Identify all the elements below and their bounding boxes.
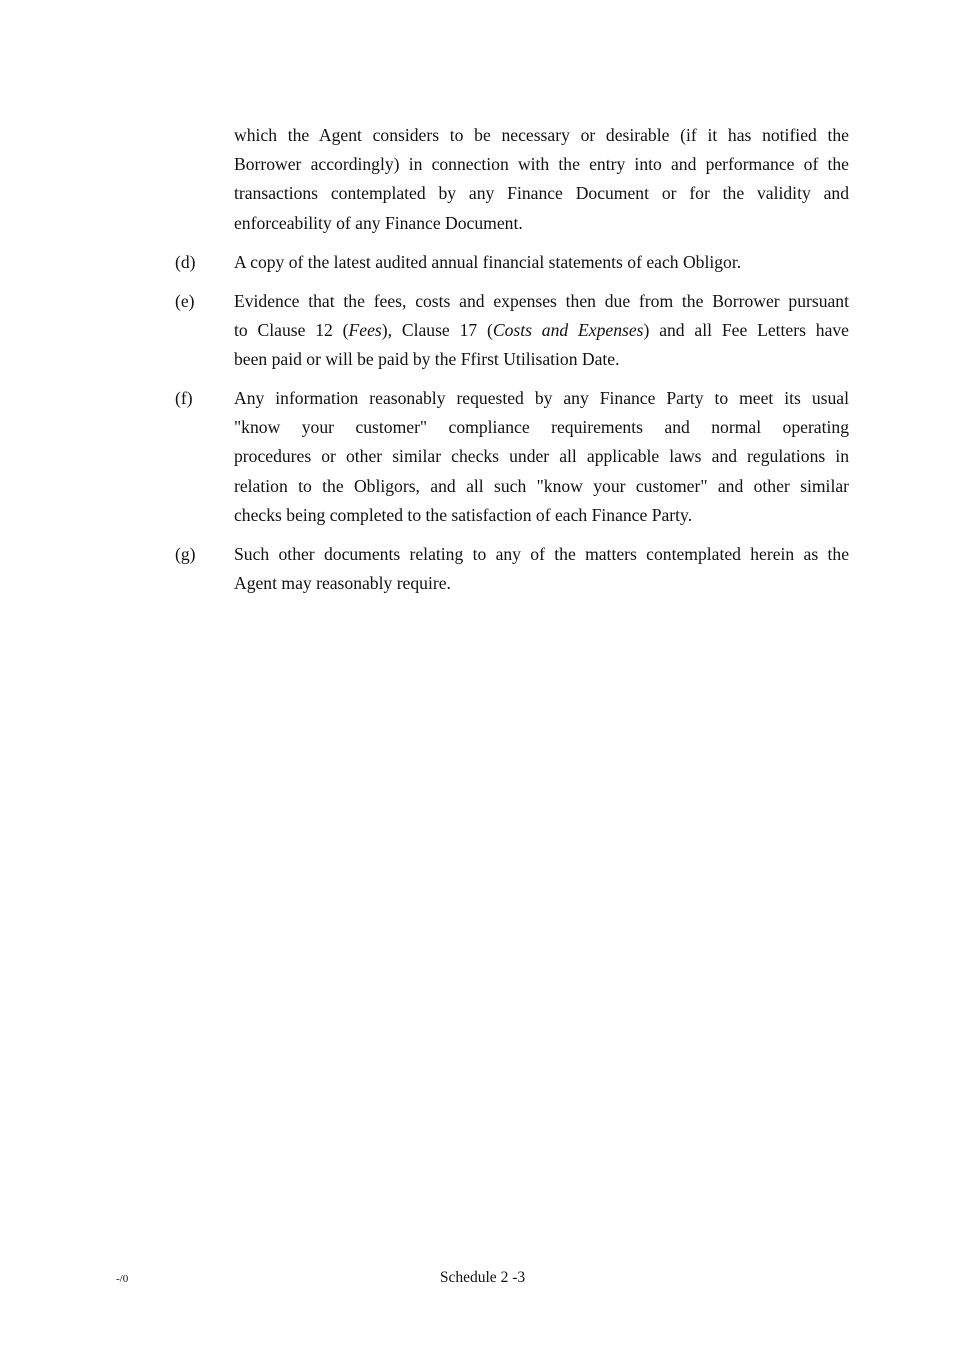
item-line: Evidence that the fees, costs and expenses then due from the Borrower pursuant [234,291,849,311]
continuation-line: Borrower accordingly) in connection with the entry into and performance of the [234,154,849,175]
page-footer-schedule: Schedule 2 -3 [439,1269,526,1286]
item-label-e: (e) [175,291,195,311]
item-line-part: ), Clause 17 ( [381,320,493,341]
item-line: been paid or will be paid by the Ffirst Utilisation Date. [234,349,620,370]
item-text-e [234,287,849,375]
item-label-g: (g) [175,544,196,564]
item-line: A copy of the latest audited annual financial statements of each Obligor. [234,252,742,272]
item-text-f [234,384,849,530]
item-line-part: ) and all Fee Letters have [643,320,849,341]
item-line: procedures or other similar checks under all applicable laws and regulations in [234,446,849,467]
item-line-part: to Clause 12 ( [234,320,349,341]
item-line: relation to the Obligors, and all such "know your customer" and other similar [234,475,849,496]
item-label-d: (d) [175,252,196,272]
item-line [234,316,849,345]
item-line: Agent may reasonably require. [234,573,451,594]
item-line: Any information reasonably requested by any Finance Party to meet its usual [234,388,849,408]
fees-reference: Fees [348,320,382,341]
item-line: checks being completed to the satisfaction of each Finance Party. [234,504,693,525]
costs-and-expenses-reference: Costs and Expenses [492,320,644,341]
item-text-d [234,248,849,277]
item-label-f: (f) [175,388,193,408]
item-text-g [234,540,849,598]
item-line: Such other documents relating to any of the matters contemplated herein as the [234,544,849,564]
continuation-line: which the Agent considers to be necessary or desirable (if it has notified the [234,125,849,145]
footer-reference: -/0 [116,1273,129,1285]
continuation-line: transactions contemplated by any Finance Document or for the validity and [234,183,849,204]
continuation-line: enforceability of any Finance Document. [234,212,523,233]
item-line: "know your customer" compliance requirements and normal operating [234,417,849,438]
continuation-paragraph [234,121,849,238]
